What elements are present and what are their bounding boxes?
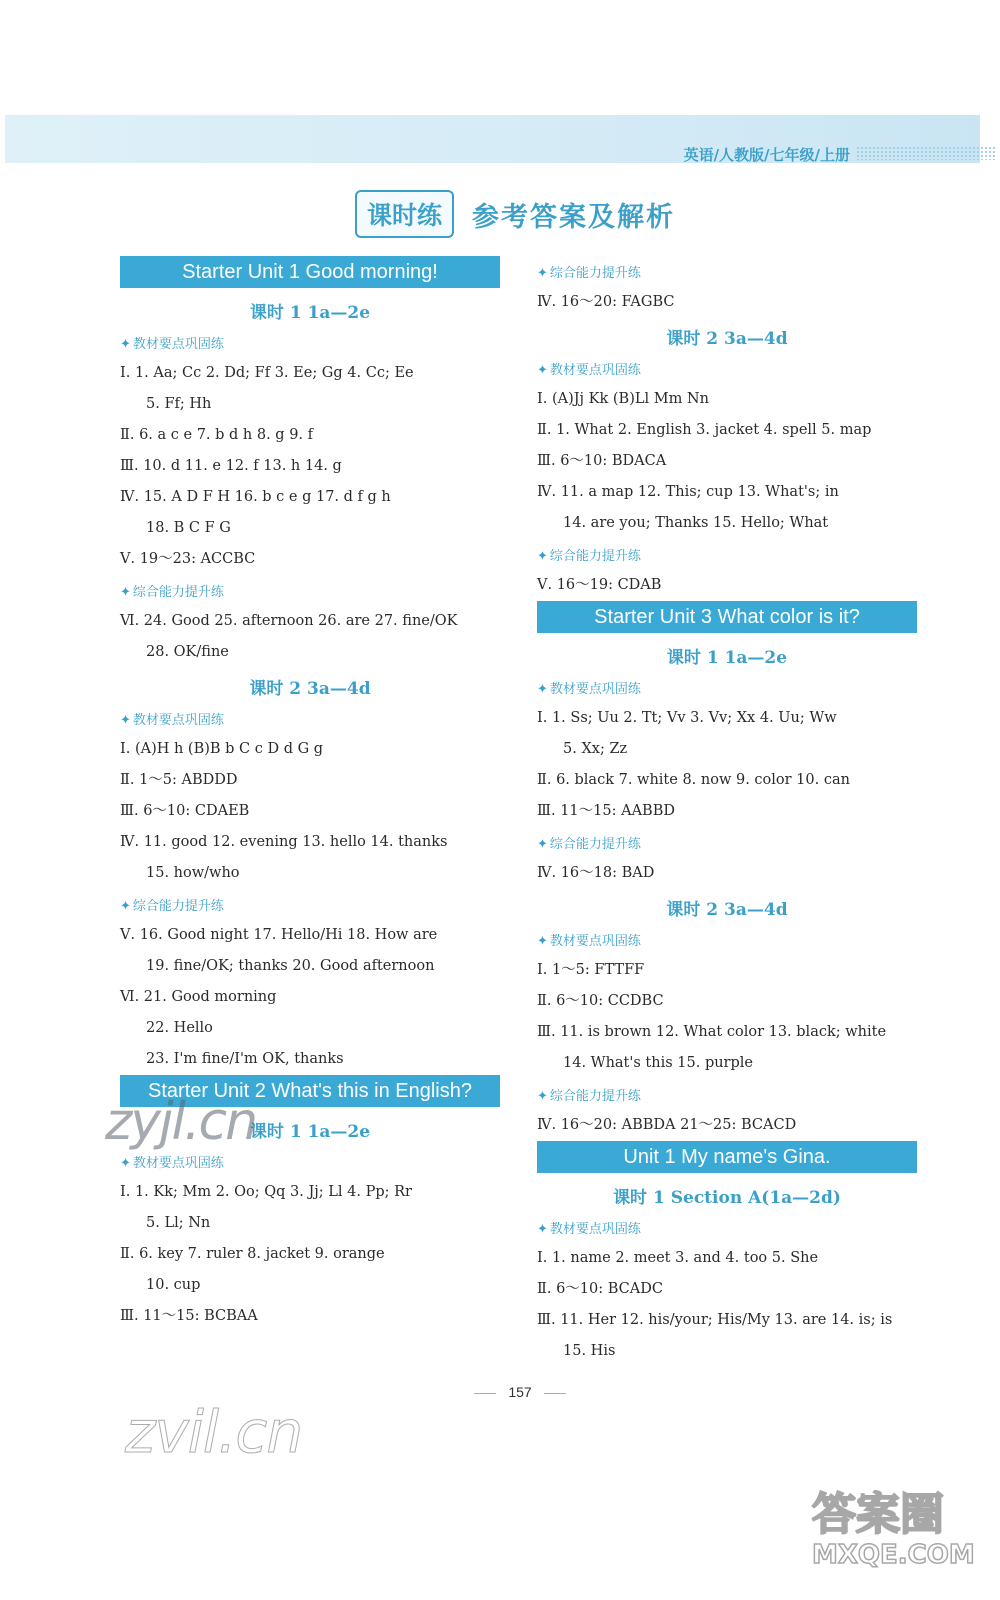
answer-line: Ⅱ. 6. a c e 7. b d h 8. g 9. f bbox=[120, 427, 314, 443]
answer-line: Ⅲ. 6～10: BDACA bbox=[537, 453, 667, 469]
lesson-heading: 课时 1 1a—2e bbox=[249, 303, 371, 323]
answer-line: Ⅵ. 21. Good morning bbox=[120, 989, 277, 1005]
section-heading bbox=[120, 581, 500, 600]
right-column bbox=[537, 256, 917, 1367]
answer-line: 14. What's this 15. purple bbox=[563, 1055, 753, 1071]
section-heading-label: 教材要点巩固练 bbox=[549, 934, 641, 949]
title-main: 参考答案及解析 bbox=[472, 201, 676, 233]
answer-line: Ⅲ. 11～15: AABBD bbox=[537, 803, 675, 819]
section-heading bbox=[537, 1085, 917, 1104]
answer-line: Ⅱ. 6～10: CCDBC bbox=[537, 993, 664, 1009]
answer-line: Ⅳ. 15. A D F H 16. b c e g 17. d f g h bbox=[120, 489, 391, 505]
answer-line: Ⅳ. 16～18: BAD bbox=[537, 865, 655, 881]
section-heading-label: 教材要点巩固练 bbox=[132, 1156, 224, 1171]
diamond-star-icon: ✦ bbox=[537, 266, 548, 281]
subject-info: 英语/人教版/七年级/上册 bbox=[683, 146, 850, 164]
diamond-star-icon: ✦ bbox=[537, 1089, 548, 1104]
answer-line: Ⅰ. (A)Jj Kk (B)Ll Mm Nn bbox=[537, 391, 709, 407]
answer-line: 14. are you; Thanks 15. Hello; What bbox=[563, 515, 829, 531]
diamond-star-icon: ✦ bbox=[120, 337, 131, 352]
section-heading bbox=[537, 678, 917, 697]
unit-heading: Starter Unit 1 Good morning! bbox=[120, 256, 500, 288]
section-heading bbox=[537, 1218, 917, 1237]
section-heading bbox=[120, 709, 500, 728]
section-heading-label: 教材要点巩固练 bbox=[549, 363, 641, 378]
unit-heading: Starter Unit 2 What's this in English? bbox=[120, 1075, 500, 1107]
diamond-star-icon: ✦ bbox=[537, 934, 548, 949]
answer-line: Ⅰ. 1. name 2. meet 3. and 4. too 5. She bbox=[537, 1250, 819, 1266]
answer-line: Ⅳ. 16～20: FAGBC bbox=[537, 294, 675, 310]
watermark-zvil: zvil.cn bbox=[125, 1398, 303, 1466]
answer-line: Ⅳ. 11. a map 12. This; cup 13. What's; in bbox=[537, 484, 839, 500]
answer-line: 19. fine/OK; thanks 20. Good afternoon bbox=[146, 958, 435, 974]
section-heading bbox=[120, 895, 500, 914]
left-column bbox=[120, 256, 500, 1332]
answer-line: 22. Hello bbox=[146, 1020, 213, 1036]
answer-line: Ⅴ. 19～23: ACCBC bbox=[120, 551, 256, 567]
section-heading bbox=[537, 833, 917, 852]
diamond-star-icon: ✦ bbox=[120, 899, 131, 914]
section-heading bbox=[120, 1152, 500, 1171]
answer-line: Ⅵ. 24. Good 25. afternoon 26. are 27. fine/OK bbox=[120, 613, 458, 629]
answer-line: Ⅱ. 1～5: ABDDD bbox=[120, 772, 238, 788]
section-heading-label: 综合能力提升练 bbox=[549, 266, 641, 281]
title-box: 课时练 bbox=[355, 190, 454, 238]
answer-line: 5. Xx; Zz bbox=[563, 741, 628, 757]
lesson-heading: 课时 2 3a—4d bbox=[666, 329, 788, 349]
answer-line: Ⅱ. 6. key 7. ruler 8. jacket 9. orange bbox=[120, 1246, 385, 1262]
answer-line: Ⅰ. 1～5: FTTFF bbox=[537, 962, 645, 978]
watermark-daanquan: 答案圈 bbox=[812, 1489, 944, 1540]
unit-heading: Unit 1 My name's Gina. bbox=[537, 1141, 917, 1173]
answer-line: Ⅲ. 6～10: CDAEB bbox=[120, 803, 250, 819]
section-heading-label: 教材要点巩固练 bbox=[549, 1222, 641, 1237]
watermark-zyjl: zyjl.cn bbox=[105, 1092, 257, 1152]
answer-line: Ⅰ. 1. Aa; Cc 2. Dd; Ff 3. Ee; Gg 4. Cc; Ee bbox=[120, 365, 414, 381]
answer-line: 15. His bbox=[563, 1343, 616, 1359]
section-heading bbox=[120, 333, 500, 352]
answer-line: Ⅱ. 6. black 7. white 8. now 9. color 10. can bbox=[537, 772, 850, 788]
diamond-star-icon: ✦ bbox=[537, 549, 548, 564]
answer-line: Ⅳ. 11. good 12. evening 13. hello 14. thanks bbox=[120, 834, 448, 850]
diamond-star-icon: ✦ bbox=[120, 585, 131, 600]
answer-line: Ⅲ. 11. Her 12. his/your; His/My 13. are 14. is; is bbox=[537, 1312, 893, 1328]
section-heading bbox=[537, 930, 917, 949]
answer-line: 10. cup bbox=[146, 1277, 201, 1293]
answer-line: Ⅲ. 10. d 11. e 12. f 13. h 14. g bbox=[120, 458, 342, 474]
section-heading bbox=[537, 359, 917, 378]
answer-line: Ⅰ. (A)H h (B)B b C c D d G g bbox=[120, 741, 324, 757]
answer-line: 15. how/who bbox=[146, 865, 240, 881]
answer-line: Ⅰ. 1. Kk; Mm 2. Oo; Qq 3. Jj; Ll 4. Pp; Rr bbox=[120, 1184, 412, 1200]
watermark-mxqe: MXQE.COM bbox=[812, 1540, 975, 1570]
diamond-star-icon: ✦ bbox=[537, 363, 548, 378]
answer-line: Ⅴ. 16. Good night 17. Hello/Hi 18. How are bbox=[120, 927, 438, 943]
section-heading-label: 综合能力提升练 bbox=[132, 585, 224, 600]
section-heading-label: 教材要点巩固练 bbox=[132, 337, 224, 352]
answer-line: 5. Ll; Nn bbox=[146, 1215, 211, 1231]
answer-line: 23. I'm fine/I'm OK, thanks bbox=[146, 1051, 344, 1067]
lesson-heading: 课时 1 1a—2e bbox=[249, 1122, 371, 1142]
section-heading bbox=[537, 262, 917, 281]
answer-line: Ⅱ. 1. What 2. English 3. jacket 4. spell 5. map bbox=[537, 422, 872, 438]
diamond-star-icon: ✦ bbox=[537, 682, 548, 697]
section-heading bbox=[537, 545, 917, 564]
section-heading-label: 综合能力提升练 bbox=[549, 837, 641, 852]
section-heading-label: 综合能力提升练 bbox=[549, 1089, 641, 1104]
answer-line: 28. OK/fine bbox=[146, 644, 229, 660]
answer-line: 5. Ff; Hh bbox=[146, 396, 212, 412]
answer-line: Ⅲ. 11～15: BCBAA bbox=[120, 1308, 258, 1324]
section-heading-label: 综合能力提升练 bbox=[549, 549, 641, 564]
section-heading-label: 综合能力提升练 bbox=[132, 899, 224, 914]
diamond-star-icon: ✦ bbox=[537, 1222, 548, 1237]
page-title bbox=[355, 190, 675, 238]
lesson-heading: 课时 1 1a—2e bbox=[666, 648, 788, 668]
lesson-heading: 课时 1 Section A(1a—2d) bbox=[613, 1188, 841, 1208]
lesson-heading: 课时 2 3a—4d bbox=[249, 679, 371, 699]
section-heading-label: 教材要点巩固练 bbox=[549, 682, 641, 697]
answer-line: Ⅱ. 6～10: BCADC bbox=[537, 1281, 663, 1297]
diamond-star-icon: ✦ bbox=[120, 1156, 131, 1171]
page-number: 157 bbox=[0, 1384, 1000, 1400]
answer-line: Ⅴ. 16～19: CDAB bbox=[537, 577, 662, 593]
header-dots-decoration bbox=[856, 146, 996, 160]
answer-line: Ⅰ. 1. Ss; Uu 2. Tt; Vv 3. Vv; Xx 4. Uu; Ww bbox=[537, 710, 837, 726]
answer-line: Ⅲ. 11. is brown 12. What color 13. black; white bbox=[537, 1024, 887, 1040]
unit-heading: Starter Unit 3 What color is it? bbox=[537, 601, 917, 633]
answer-line: 18. B C F G bbox=[146, 520, 231, 536]
diamond-star-icon: ✦ bbox=[537, 837, 548, 852]
section-heading-label: 教材要点巩固练 bbox=[132, 713, 224, 728]
diamond-star-icon: ✦ bbox=[120, 713, 131, 728]
lesson-heading: 课时 2 3a—4d bbox=[666, 900, 788, 920]
answer-line: Ⅳ. 16～20: ABBDA 21～25: BCACD bbox=[537, 1117, 797, 1133]
